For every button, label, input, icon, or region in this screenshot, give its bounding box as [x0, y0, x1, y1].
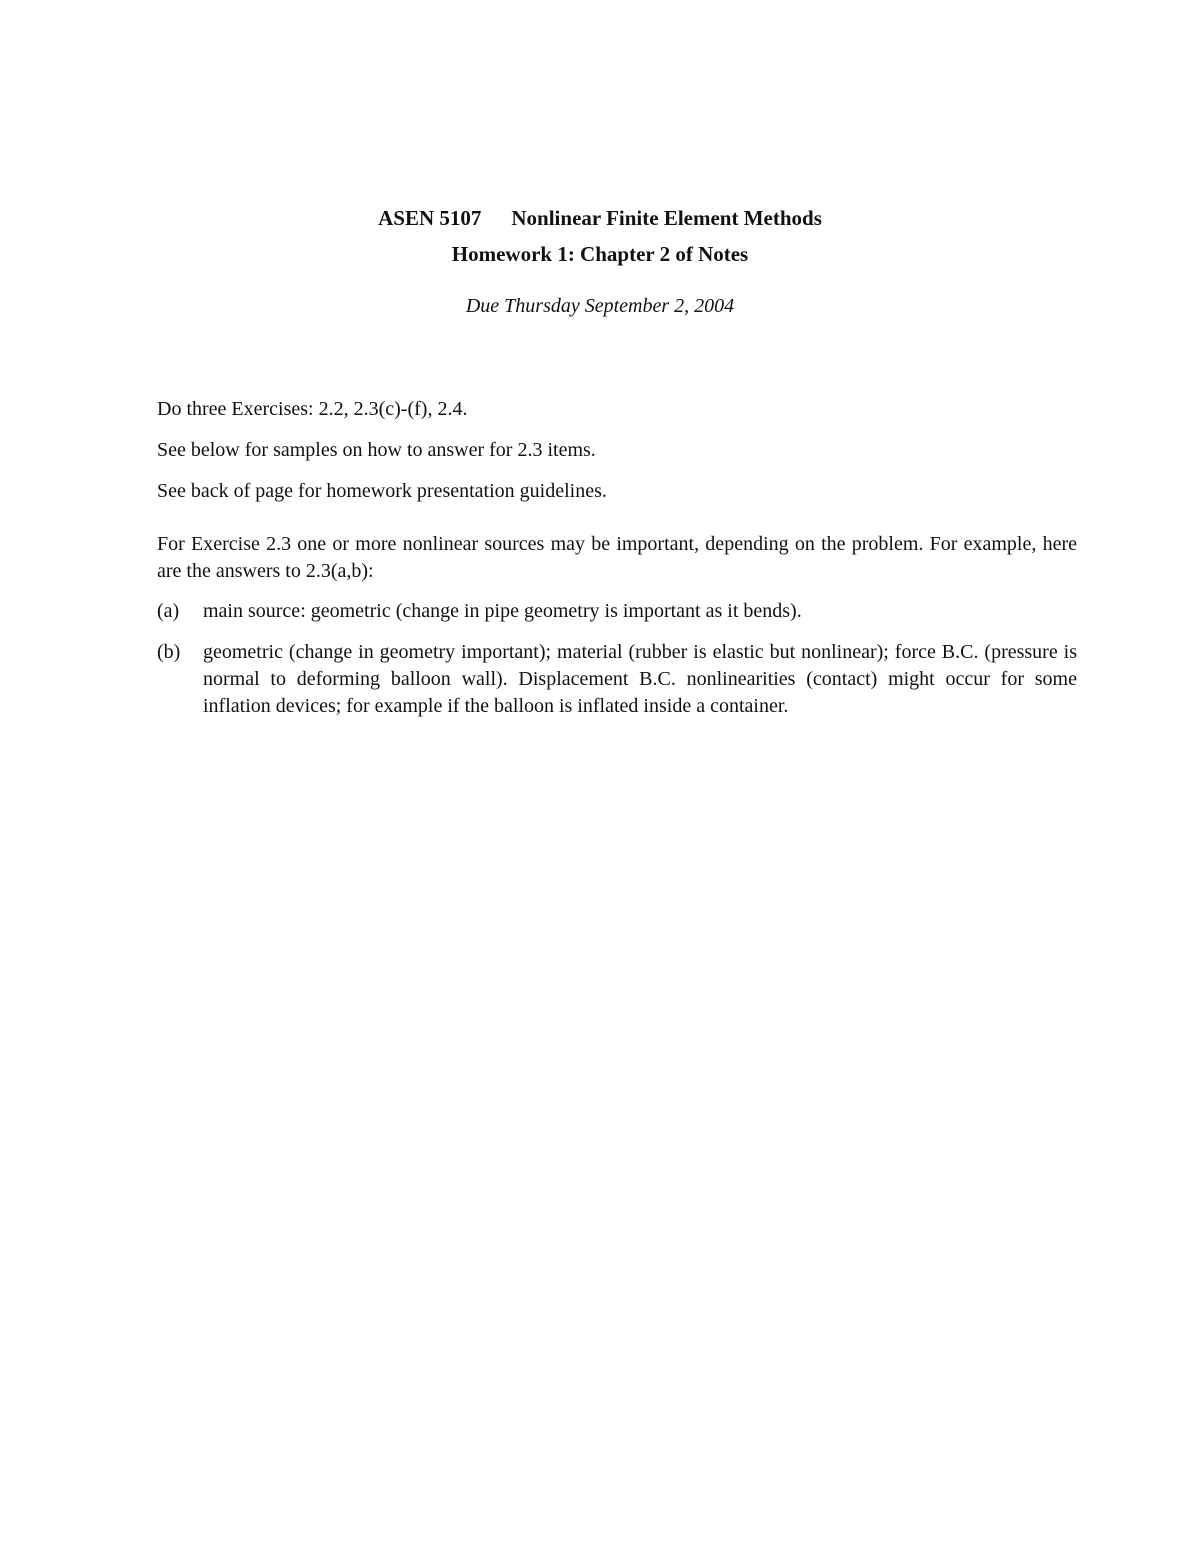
- course-name: Nonlinear Finite Element Methods: [511, 206, 822, 230]
- document-header: [0, 203, 1200, 321]
- answer-text: geometric (change in geometry important); material (rubber is elastic but nonlinear); force B.C. (pressure is normal to deforming balloon wall). Displacement B.C. nonlinearities (contact) might occur for some inflation devices; for example if the balloon is inflated inside a container.: [203, 641, 1077, 717]
- instruction-exercises: Do three Exercises: 2.2, 2.3(c)-(f), 2.4.: [157, 398, 468, 420]
- intro-paragraph: For Exercise 2.3 one or more nonlinear sources may be important, depending on the problem. For example, here are the answers to 2.3(a,b):: [157, 533, 1077, 582]
- answer-label: (b): [157, 641, 181, 663]
- instruction-guidelines: See back of page for homework presentation guidelines.: [157, 480, 607, 502]
- instruction-samples: See below for samples on how to answer for 2.3 items.: [157, 439, 596, 461]
- course-code: ASEN 5107: [378, 206, 482, 230]
- assignment-title: Homework 1: Chapter 2 of Notes: [451, 242, 749, 266]
- answer-item-b: [157, 639, 1077, 720]
- answer-text: main source: geometric (change in pipe geometry is important as it bends).: [203, 600, 802, 622]
- course-title-line: [0, 203, 1200, 233]
- answer-item-a: [157, 598, 1077, 625]
- due-date: Due Thursday September 2, 2004: [465, 295, 735, 317]
- answer-label: (a): [157, 600, 180, 622]
